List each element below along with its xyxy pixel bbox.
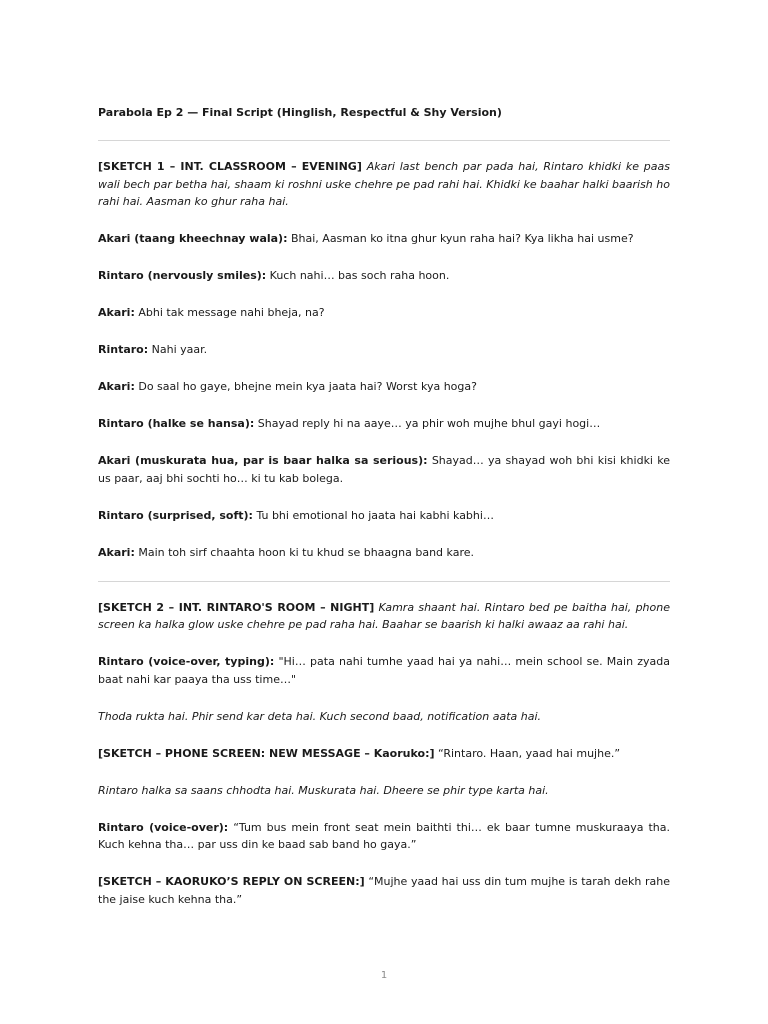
dialogue-text: Main toh sirf chaahta hoon ki tu khud se bhaagna band kare. xyxy=(138,545,474,559)
dialogue-line xyxy=(98,452,670,487)
speaker-label: Rintaro: xyxy=(98,343,149,356)
document-title: Parabola Ep 2 — Final Script (Hinglish, Respectful & Shy Version) xyxy=(98,106,502,119)
stage-direction: Thoda rukta hai. Phir send kar deta hai. Kuch second baad, notification aata hai. xyxy=(98,709,542,723)
script-paragraph xyxy=(98,599,670,634)
stage-direction: Rintaro halka sa saans chhodta hai. Muskurata hai. Dheere se phir type karta hai. xyxy=(98,783,549,797)
dialogue-line xyxy=(98,341,670,359)
script-paragraph xyxy=(98,745,670,763)
dialogue-text: Shayad reply hi na aaye… ya phir woh mujhe bhul gayi hogi… xyxy=(257,417,601,430)
dialogue-line xyxy=(98,507,670,525)
document-page xyxy=(98,104,670,928)
dialogue-text: Tu bhi emotional ho jaata hai kabhi kabhi… xyxy=(256,508,494,522)
speaker-label: Akari (taang kheechnay wala): xyxy=(98,232,288,245)
dialogue-line xyxy=(98,267,670,285)
dialogue-line xyxy=(98,819,670,854)
sketch-1-section xyxy=(98,141,670,561)
speaker-label: Rintaro (halke se hansa): xyxy=(98,417,255,430)
speaker-label: Rintaro (voice-over): xyxy=(98,820,229,834)
speaker-label: Akari (muskurata hua, par is baar halka sa serious): xyxy=(98,454,428,467)
speaker-label: Rintaro (nervously smiles): xyxy=(98,269,267,282)
dialogue-text: Bhai, Aasman ko itna ghur kyun raha hai? Kya likha hai usme? xyxy=(290,232,634,245)
dialogue-text: “Tum bus mein front seat mein baithti thi… ek baar tumne muskuraaya tha. Kuch kehna tha… par uss din ke baad sab band ho gaya.” xyxy=(98,820,670,851)
dialogue-text: Kuch nahi… bas soch raha hoon. xyxy=(269,269,450,282)
speaker-label: Akari: xyxy=(98,306,135,319)
dialogue-line xyxy=(98,378,670,396)
dialogue-line xyxy=(98,415,670,433)
dialogue-line xyxy=(98,304,670,322)
dialogue-text: Abhi tak message nahi bheja, na? xyxy=(138,306,325,319)
dialogue-text: "Hi… pata nahi tumhe yaad hai ya nahi… mein school se. Main zyada baat nahi kar paaya tha uss time…" xyxy=(98,655,670,686)
stage-direction-paragraph xyxy=(98,782,670,800)
dialogue-text: Do saal ho gaye, bhejne mein kya jaata hai? Worst kya hoga? xyxy=(138,380,477,393)
scene-heading: [SKETCH 2 – INT. RINTARO'S ROOM – NIGHT] xyxy=(98,600,375,614)
scene-heading: [SKETCH – PHONE SCREEN: NEW MESSAGE – Kaoruko:] xyxy=(98,746,435,760)
speaker-label: Akari: xyxy=(98,380,135,393)
sketch-2-section xyxy=(98,582,670,909)
speaker-label: Rintaro (voice-over, typing): xyxy=(98,655,275,668)
script-paragraph xyxy=(98,873,670,908)
dialogue-text: Shayad… ya shayad woh bhi kisi khidki ke us paar, aaj bhi sochti ho… ki tu kab bolega. xyxy=(98,454,671,485)
message-text: “Rintaro. Haan, yaad hai mujhe.” xyxy=(438,746,621,760)
speaker-label: Rintaro (surprised, soft): xyxy=(98,508,253,522)
speaker-label: Akari: xyxy=(98,545,135,559)
page-number: 1 xyxy=(380,970,388,981)
stage-direction-paragraph xyxy=(98,708,670,726)
stage-direction: Kamra shaant hai. Rintaro bed pe baitha hai, phone screen ka halka glow uske chehre pe pad raha hai. Baahar se baarish ki halki awaaz aa rahi hai. xyxy=(98,600,670,631)
script-paragraph xyxy=(98,158,670,211)
stage-direction: Akari last bench par pada hai, Rintaro khidki ke paas wali bech par betha hai, shaam ki roshni uske chehre pe pad rahi hai. Khidki ke baahar halki baarish ho rahi hai. Aasman ko ghur raha hai. xyxy=(98,160,670,208)
dialogue-line xyxy=(98,544,670,562)
dialogue-line xyxy=(98,230,670,248)
scene-heading: [SKETCH 1 – INT. CLASSROOM – EVENING] xyxy=(98,160,362,173)
dialogue-line xyxy=(98,653,670,688)
scene-heading: [SKETCH – KAORUKO’S REPLY ON SCREEN:] xyxy=(98,875,365,888)
message-text: “Mujhe yaad hai uss din tum mujhe is tarah dekh rahe the jaise kuch kehna tha.” xyxy=(98,875,670,906)
dialogue-text: Nahi yaar. xyxy=(151,343,208,356)
